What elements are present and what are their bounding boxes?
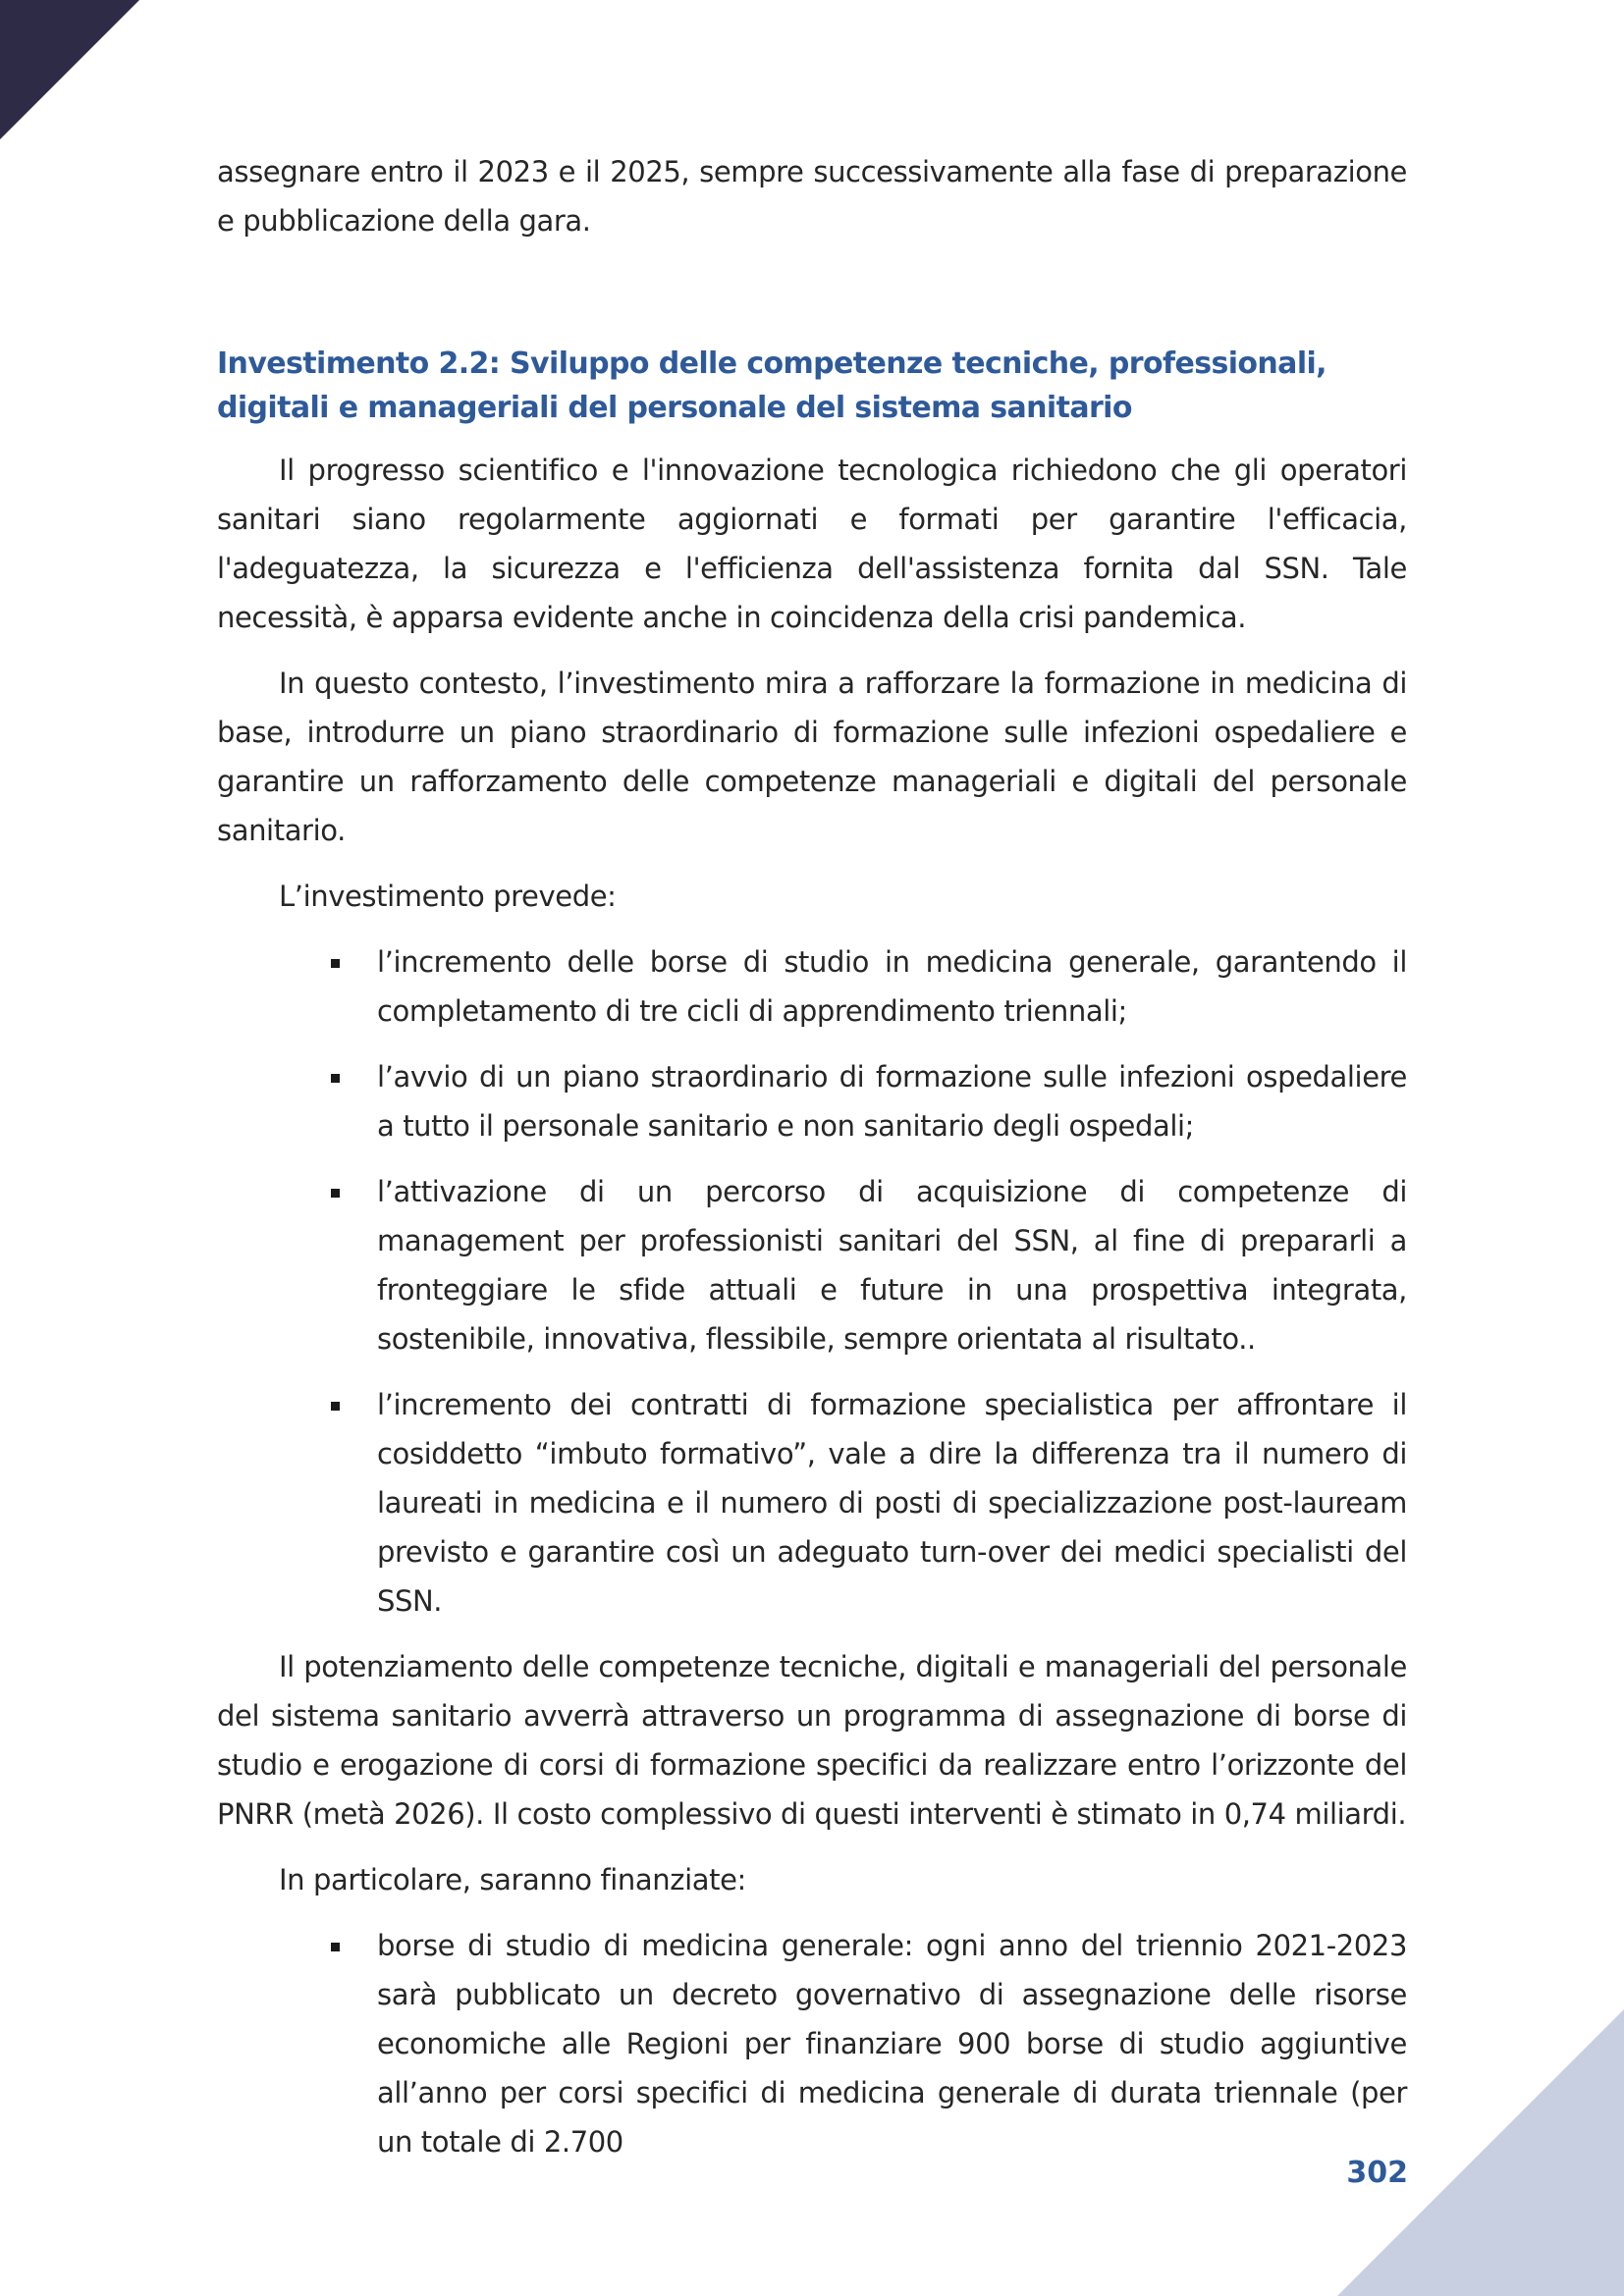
bullet-square-icon xyxy=(331,1943,340,1951)
list-item-text: l’incremento dei contratti di formazione specialistica per affrontare il cosiddetto “imbuto formativo”, vale a dire la differenza tra il numero di laureati in medicina e il numero di posti di specializzazione post-lauream previsto e garantire così un adeguato turn-over dei medici specialisti del SSN. xyxy=(377,1388,1407,1618)
list-item xyxy=(217,1380,1407,1626)
bullet-square-icon xyxy=(331,1074,340,1083)
list-item-text: l’attivazione di un percorso di acquisizione di competenze di management per professionisti sanitari del SSN, al fine di prepararli a fronteggiare le sfide attuali e future in una prospettiva integrata, sostenibile, innovativa, flessibile, sempre orientata al risultato.. xyxy=(377,1175,1407,1356)
list-item xyxy=(217,937,1407,1036)
bullet-square-icon xyxy=(331,1189,340,1198)
bullet-square-icon xyxy=(331,1402,340,1411)
list-item-text: borse di studio di medicina generale: ogni anno del triennio 2021-2023 sarà pubblicato un decreto governativo di assegnazione delle risorse economiche alle Regioni per finanziare 900 borse di studio aggiuntive all’anno per corsi specifici di medicina generale di durata triennale (per un totale di 2.700 xyxy=(377,1929,1407,2159)
list-item xyxy=(217,1921,1407,2166)
funded-list xyxy=(217,1921,1407,2166)
bullet-square-icon xyxy=(331,959,340,968)
paragraph-empowerment: Il potenziamento delle competenze tecniche, digitali e manageriali del personale del sistema sanitario avverrà attraverso un programma di assegnazione di borse di studio e erogazione di corsi di formazione specifici da realizzare entro l’orizzonte del PNRR (metà 2026). Il costo complessivo di questi interventi è stimato in 0,74 miliardi. xyxy=(217,1650,1407,1831)
section-heading: Investimento 2.2: Sviluppo delle competenze tecniche, professionali, digitali e manageriali del personale del sistema sanitario xyxy=(217,347,1326,425)
list-item xyxy=(217,1167,1407,1363)
page-number: 302 xyxy=(1346,2156,1408,2190)
page-content xyxy=(217,147,1407,2183)
list-item-text: l’avvio di un piano straordinario di formazione sulle infezioni ospedaliere a tutto il personale sanitario e non sanitario degli ospedali; xyxy=(377,1060,1407,1143)
paragraph-progress: Il progresso scientifico e l'innovazione tecnologica richiedono che gli operatori sanitari siano regolarmente aggiornati e formati per garantire l'efficacia, l'adeguatezza, la sicurezza e l'efficienza dell'assistenza fornita dal SSN. Tale necessità, è apparsa evidente anche in coincidenza della crisi pandemica. xyxy=(217,454,1407,634)
paragraph-continuation: assegnare entro il 2023 e il 2025, sempre successivamente alla fase di preparazione e pubblicazione della gara. xyxy=(217,155,1407,238)
list-item-text: l’incremento delle borse di studio in medicina generale, garantendo il completamento di tre cicli di apprendimento triennali; xyxy=(377,945,1407,1028)
corner-decoration-top-left xyxy=(0,0,139,139)
paragraph-context: In questo contesto, l’investimento mira a rafforzare la formazione in medicina di base, introdurre un piano straordinario di formazione sulle infezioni ospedaliere e garantire un rafforzamento delle competenze manageriali e digitali del personale sanitario. xyxy=(217,667,1407,847)
paragraph-funded-intro: In particolare, saranno finanziate: xyxy=(279,1863,746,1896)
paragraph-investment-intro: L’investimento prevede: xyxy=(279,880,617,913)
list-item xyxy=(217,1052,1407,1150)
investment-list xyxy=(217,937,1407,1626)
